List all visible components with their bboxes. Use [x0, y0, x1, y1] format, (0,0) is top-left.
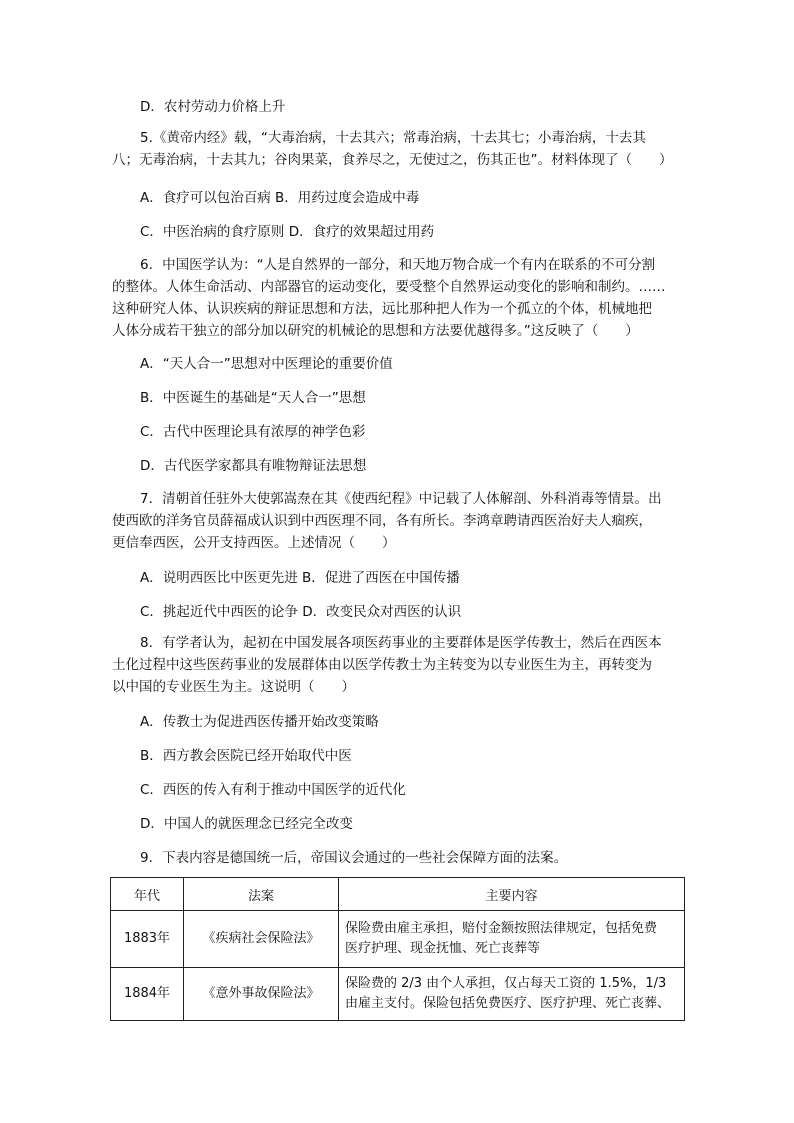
q6-stem-line3: 这种研究人体、认识疾病的辩证思想和方法，远比那种把人作为一个孤立的个体，机械地把 [112, 301, 652, 317]
q8-option-c: C．西医的传入有利于推动中国医学的近代化 [140, 782, 406, 798]
row-law: 《意外事故保险法》 [184, 968, 339, 1021]
q5-stem [112, 127, 686, 171]
header-content: 主要内容 [339, 878, 685, 911]
q8-stem [112, 632, 686, 698]
q8-option-a: A．传教士为促进西医传播开始改变策略 [140, 714, 379, 730]
q6-option-c: C．古代中医理论具有浓厚的神学色彩 [140, 424, 366, 440]
q6-stem-line4: 人体分成若干独立的部分加以研究的机械论的思想和方法要优越得多。”这反映了（ ） [112, 323, 639, 339]
q6-option-a: A．“天人合一”思想对中医理论的重要价值 [140, 356, 393, 372]
q5-option-ab: A．食疗可以包治百病 B．用药过度会造成中毒 [140, 190, 420, 206]
law-table [110, 877, 685, 1021]
q5-option-cd: C．中医治病的食疗原则 D．食疗的效果超过用药 [140, 224, 435, 240]
q7-stem [112, 488, 686, 554]
row-content-line: 医疗护理、现金抚恤、死亡丧葬等 [345, 941, 541, 956]
q7-option-ab: A．说明西医比中医更先进 B．促进了西医在中国传播 [140, 570, 460, 586]
q7-option-cd: C．挑起近代中西医的论争 D．改变民众对西医的认识 [140, 604, 462, 620]
q6-stem [112, 254, 686, 342]
q8-stem-line1: 8．有学者认为，起初在中国发展各项医药事业的主要群体是医学传教士，然后在西医本 [140, 635, 662, 651]
q7-stem-line2: 使西欧的洋务官员薛福成认识到中西医理不同，各有所长。李鸿章聘请西医治好夫人痼疾， [112, 513, 652, 529]
q6-option-b: B．中医诞生的基础是“天人合一”思想 [140, 390, 366, 406]
q6-stem-line2: 的整体。人体生命活动、内部器官的运动变化，要受整个自然界运动变化的影响和制约。…… [112, 279, 666, 295]
header-law: 法案 [184, 878, 339, 911]
q7-stem-line3: 更信奉西医，公开支持西医。上述情况（ ） [112, 535, 396, 551]
q5-stem-line2: 八；无毒治病，十去其九；谷肉果菜，食养尽之，无使过之，伤其正也”。材料体现了（ ） [112, 152, 673, 168]
q8-stem-line2: 土化过程中这些医药事业的发展群体由以医学传教士为主转变为以专业医生为主，再转变为 [112, 657, 652, 673]
row-content [339, 911, 685, 968]
q6-stem-line1: 6．中国医学认为：“人是自然界的一部分，和天地万物合成一个有内在联系的不可分割 [140, 257, 656, 273]
table-header-row [111, 878, 685, 911]
row-year: 1883年 [111, 911, 184, 968]
header-year: 年代 [111, 878, 184, 911]
row-year: 1884年 [111, 968, 184, 1021]
q8-stem-line3: 以中国的专业医生为主。这说明（ ） [112, 679, 355, 695]
row-content-line: 保险费由雇主承担，赔付金额按照法律规定，包括免费 [345, 921, 658, 936]
q4-option-d: D．农村劳动力价格上升 [140, 99, 286, 115]
q5-stem-line1: 5.《黄帝内经》载，“大毒治病，十去其六；常毒治病，十去其七；小毒治病，十去其 [140, 130, 646, 146]
table-row [111, 968, 685, 1021]
q6-option-d: D．古代医学家都具有唯物辩证法思想 [140, 458, 367, 474]
table-row [111, 911, 685, 968]
row-content-line: 由雇主支付。保险包括免费医疗、医疗护理、死亡丧葬、 [345, 996, 671, 1011]
row-content-line: 保险费的 2/3 由个人承担，仅占每天工资的 1.5%，1/3 [345, 976, 667, 991]
q8-option-b: B．西方教会医院已经开始取代中医 [140, 748, 352, 764]
row-content [339, 968, 685, 1021]
q7-stem-line1: 7．清朝首任驻外大使郭嵩焘在其《使西纪程》中记载了人体解剖、外科消毒等情景。出 [140, 491, 662, 507]
q9-stem: 9．下表内容是德国统一后，帝国议会通过的一些社会保障方面的法案。 [140, 850, 568, 866]
row-law: 《疾病社会保险法》 [184, 911, 339, 968]
q8-option-d: D．中国人的就医理念已经完全改变 [140, 816, 353, 832]
